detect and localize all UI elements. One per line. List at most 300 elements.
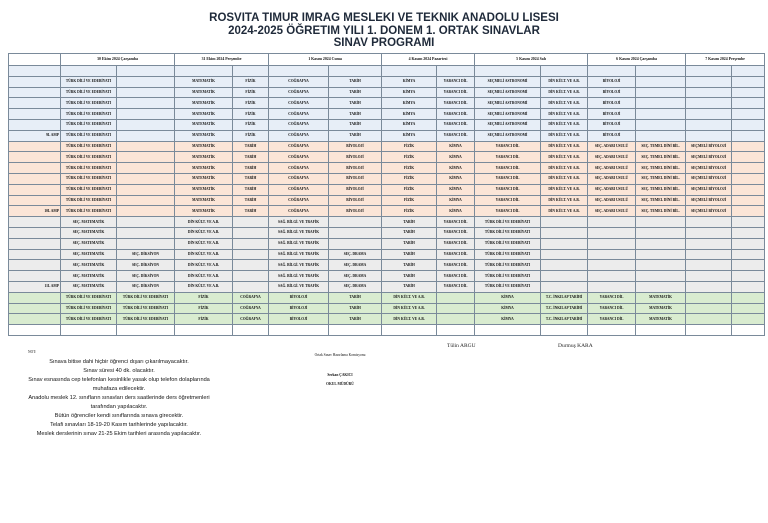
- exam-cell: [382, 66, 437, 77]
- exam-cell: KİMYA: [437, 184, 475, 195]
- exam-cell: [233, 260, 269, 271]
- exam-cell: MATEMATİK: [175, 109, 233, 120]
- class-label-cell: [9, 184, 61, 195]
- exam-cell: COĞRAFYA: [269, 152, 329, 163]
- exam-cell: YABANCI DİL: [437, 109, 475, 120]
- exam-cell: DİN KÜLT. VE A.B.: [541, 141, 588, 152]
- exam-cell: COĞRAFYA: [269, 173, 329, 184]
- exam-cell: MATEMATİK: [636, 303, 686, 314]
- exam-cell: SEÇ. TEMEL DİNİ BİL.: [636, 141, 686, 152]
- exam-cell: [541, 325, 588, 336]
- notes-label: NOT:: [28, 350, 37, 354]
- exam-cell: MATEMATİK: [175, 163, 233, 174]
- exam-cell: [636, 119, 686, 130]
- exam-cell: KİMYA: [475, 292, 541, 303]
- exam-cell: [175, 66, 233, 77]
- exam-cell: YABANCI DİL: [437, 227, 475, 238]
- class-label-cell: [9, 271, 61, 282]
- exam-cell: MATEMATİK: [175, 98, 233, 109]
- exam-cell: TARİH: [382, 217, 437, 228]
- exam-cell: SEÇ. TEMEL DİNİ BİL.: [636, 206, 686, 217]
- exam-cell: YABANCI DİL: [437, 238, 475, 249]
- exam-cell: DİN KÜLT. VE A.B.: [541, 152, 588, 163]
- exam-cell: BİYOLOJİ: [269, 303, 329, 314]
- exam-cell: DİN KÜLT. VE A.B.: [175, 227, 233, 238]
- note-line: Bütün öğrenciler kendi sınıflarında sınava girecektir.: [54, 413, 184, 419]
- exam-cell: [732, 98, 765, 109]
- exam-cell: [732, 87, 765, 98]
- exam-cell: [541, 281, 588, 292]
- class-label-cell: [9, 303, 61, 314]
- table-row: [9, 227, 765, 238]
- exam-cell: [541, 260, 588, 271]
- table-row: [9, 281, 765, 292]
- exam-cell: DİN KÜLT. VE A.B.: [541, 206, 588, 217]
- exam-cell: YABANCI DİL: [475, 163, 541, 174]
- exam-cell: YABANCI DİL: [437, 130, 475, 141]
- exam-cell: SAĞ. BİLGİ. VE TRAFİK: [269, 260, 329, 271]
- exam-cell: [61, 325, 117, 336]
- exam-cell: [686, 98, 732, 109]
- exam-cell: DİN KÜLT. VE A.B.: [175, 217, 233, 228]
- note-line: Meslek derslerinin sınav 21-25 Ekim tarihleri arasında yapılacaktır.: [36, 431, 202, 437]
- exam-cell: SEÇ. MATEMATİK: [61, 227, 117, 238]
- exam-cell: TARİH: [329, 76, 382, 87]
- table-row: [9, 87, 765, 98]
- exam-cell: SEÇMELİ BİYOLOJİ: [686, 173, 732, 184]
- exam-cell: [732, 152, 765, 163]
- exam-cell: [732, 238, 765, 249]
- exam-cell: SEÇ. ADABI USULÜ: [588, 163, 636, 174]
- exam-cell: BİYOLOJİ: [269, 292, 329, 303]
- exam-cell: FİZİK: [382, 184, 437, 195]
- exam-cell: YABANCI DİL: [475, 173, 541, 184]
- class-label-cell: [9, 260, 61, 271]
- exam-cell: DİN KÜLT. VE A.B.: [541, 163, 588, 174]
- exam-cell: DİN KÜLT. VE A.B.: [541, 184, 588, 195]
- exam-cell: TARİH: [233, 163, 269, 174]
- exam-cell: SAĞ. BİLGİ. VE TRAFİK: [269, 238, 329, 249]
- exam-cell: [686, 271, 732, 282]
- exam-cell: SEÇ. TEMEL DİNİ BİL.: [636, 152, 686, 163]
- exam-cell: MATEMATİK: [175, 130, 233, 141]
- exam-cell: TÜRK DİLİ VE EDEBİYATI: [61, 195, 117, 206]
- exam-cell: [732, 195, 765, 206]
- exam-cell: T.C. İNKILAP TARİHİ: [541, 292, 588, 303]
- exam-cell: SEÇ. ADABI USULÜ: [588, 152, 636, 163]
- exam-cell: T.C. İNKILAP TARİHİ: [541, 314, 588, 325]
- exam-cell: [636, 249, 686, 260]
- exam-cell: BİYOLOJİ: [588, 130, 636, 141]
- exam-cell: SEÇ. ADABI USULÜ: [588, 206, 636, 217]
- exam-cell: TARİH: [233, 152, 269, 163]
- class-label-cell: [9, 292, 61, 303]
- exam-cell: [233, 325, 269, 336]
- exam-cell: SEÇMELİ ASTRONOMİ: [475, 87, 541, 98]
- exam-cell: TÜRK DİLİ VE EDEBİYATI: [61, 303, 117, 314]
- exam-cell: MATEMATİK: [175, 87, 233, 98]
- exam-cell: BİYOLOJİ: [329, 173, 382, 184]
- exam-cell: [437, 303, 475, 314]
- exam-cell: BİYOLOJİ: [329, 184, 382, 195]
- exam-cell: FİZİK: [382, 206, 437, 217]
- exam-cell: [117, 184, 175, 195]
- exam-cell: [475, 325, 541, 336]
- exam-cell: [541, 66, 588, 77]
- exam-cell: SEÇ. ADABI USULÜ: [588, 195, 636, 206]
- exam-cell: [732, 325, 765, 336]
- exam-cell: [686, 314, 732, 325]
- table-row: [9, 173, 765, 184]
- exam-cell: FİZİK: [382, 173, 437, 184]
- exam-cell: [117, 119, 175, 130]
- exam-cell: TÜRK DİLİ VE EDEBİYATI: [475, 249, 541, 260]
- exam-cell: [732, 163, 765, 174]
- exam-cell: SAĞ. BİLGİ. VE TRAFİK: [269, 271, 329, 282]
- exam-cell: BİYOLOJİ: [588, 109, 636, 120]
- exam-cell: KİMYA: [437, 141, 475, 152]
- document-header: [0, 12, 768, 50]
- exam-cell: YABANCI DİL: [475, 184, 541, 195]
- day-header: 30 Ekim 2024 Çarşamba: [61, 54, 175, 66]
- exam-cell: [329, 66, 382, 77]
- exam-cell: [437, 292, 475, 303]
- exam-cell: [686, 249, 732, 260]
- exam-cell: [117, 217, 175, 228]
- exam-cell: YABANCI DİL: [588, 314, 636, 325]
- exam-cell: [686, 130, 732, 141]
- exam-cell: TÜRK DİLİ VE EDEBİYATI: [475, 260, 541, 271]
- exam-cell: TÜRK DİLİ VE EDEBİYATI: [61, 314, 117, 325]
- exam-cell: DİN KÜLT. VE A.B.: [541, 87, 588, 98]
- exam-cell: BİYOLOJİ: [329, 206, 382, 217]
- exam-cell: TÜRK DİLİ VE EDEBİYATI: [475, 271, 541, 282]
- class-label-cell: [9, 249, 61, 260]
- class-label-cell: [9, 173, 61, 184]
- exam-cell: [437, 314, 475, 325]
- exam-cell: [588, 260, 636, 271]
- exam-cell: [636, 98, 686, 109]
- signer-right: Durmuş KARA: [558, 343, 593, 349]
- document-title: SINAV PROGRAMI: [333, 37, 435, 49]
- exam-cell: [437, 325, 475, 336]
- exam-cell: DİN KÜLT. VE A.B.: [175, 281, 233, 292]
- exam-cell: [686, 76, 732, 87]
- exam-cell: [686, 87, 732, 98]
- exam-cell: [269, 325, 329, 336]
- exam-cell: MATEMATİK: [175, 152, 233, 163]
- table-row: [9, 195, 765, 206]
- exam-cell: [233, 249, 269, 260]
- exam-cell: TÜRK DİLİ VE EDEBİYATI: [61, 119, 117, 130]
- exam-cell: COĞRAFYA: [269, 119, 329, 130]
- exam-cell: SEÇ. DRAMA: [329, 281, 382, 292]
- exam-cell: SEÇ. DİKSİYON: [117, 281, 175, 292]
- exam-cell: FİZİK: [233, 130, 269, 141]
- exam-cell: [686, 292, 732, 303]
- exam-cell: TÜRK DİLİ VE EDEBİYATI: [61, 98, 117, 109]
- principal-name: Serkan ÇAKICI: [327, 373, 353, 377]
- exam-cell: SEÇ. DİKSİYON: [117, 271, 175, 282]
- exam-cell: KİMYA: [437, 173, 475, 184]
- day-header: 7 Kasım 2024 Perşembe: [686, 54, 765, 66]
- exam-cell: SEÇMELİ ASTRONOMİ: [475, 130, 541, 141]
- exam-cell: TÜRK DİLİ VE EDEBİYATI: [61, 292, 117, 303]
- note-line: Telafi sınavları 18-19-20 Kasım tarihlerinde yapılacaktır.: [50, 422, 188, 428]
- exam-cell: [117, 195, 175, 206]
- exam-cell: [233, 217, 269, 228]
- exam-cell: YABANCI DİL: [475, 152, 541, 163]
- exam-cell: [732, 271, 765, 282]
- exam-cell: MATEMATİK: [636, 292, 686, 303]
- table-row: [9, 260, 765, 271]
- exam-cell: SEÇMELİ BİYOLOJİ: [686, 141, 732, 152]
- exam-cell: COĞRAFYA: [233, 292, 269, 303]
- exam-cell: [732, 281, 765, 292]
- exam-cell: TÜRK DİLİ VE EDEBİYATI: [61, 152, 117, 163]
- exam-cell: [588, 227, 636, 238]
- exam-cell: [686, 260, 732, 271]
- exam-cell: TÜRK DİLİ VE EDEBİYATI: [61, 206, 117, 217]
- exam-cell: YABANCI DİL: [437, 98, 475, 109]
- exam-cell: SEÇMELİ BİYOLOJİ: [686, 152, 732, 163]
- exam-cell: [233, 271, 269, 282]
- exam-cell: [269, 66, 329, 77]
- exam-cell: BİYOLOJİ: [329, 163, 382, 174]
- exam-cell: SEÇ. DİKSİYON: [117, 260, 175, 271]
- exam-cell: SAĞ. BİLGİ. VE TRAFİK: [269, 227, 329, 238]
- exam-cell: COĞRAFYA: [233, 314, 269, 325]
- exam-cell: SEÇ. ADABI USULÜ: [588, 173, 636, 184]
- exam-cell: TÜRK DİLİ VE EDEBİYATI: [61, 141, 117, 152]
- date-header-row: [9, 54, 765, 66]
- exam-cell: FİZİK: [175, 303, 233, 314]
- exam-cell: [437, 66, 475, 77]
- exam-cell: FİZİK: [382, 152, 437, 163]
- exam-cell: DİN KÜLT. VE A.B.: [541, 109, 588, 120]
- exam-cell: [732, 206, 765, 217]
- exam-cell: [117, 152, 175, 163]
- exam-cell: BİYOLOJİ: [329, 152, 382, 163]
- exam-cell: BİYOLOJİ: [329, 195, 382, 206]
- exam-cell: [382, 325, 437, 336]
- exam-cell: MATEMATİK: [636, 314, 686, 325]
- exam-cell: SEÇMELİ ASTRONOMİ: [475, 109, 541, 120]
- exam-cell: [636, 217, 686, 228]
- exam-cell: [732, 292, 765, 303]
- class-label-cell: [9, 163, 61, 174]
- exam-cell: COĞRAFYA: [269, 109, 329, 120]
- exam-cell: TARİH: [329, 109, 382, 120]
- exam-cell: TÜRK DİLİ VE EDEBİYATI: [475, 217, 541, 228]
- exam-cell: COĞRAFYA: [269, 130, 329, 141]
- exam-cell: MATEMATİK: [175, 119, 233, 130]
- exam-cell: [686, 66, 732, 77]
- exam-cell: TÜRK DİLİ VE EDEBİYATI: [475, 281, 541, 292]
- exam-cell: SEÇ. TEMEL DİNİ BİL.: [636, 184, 686, 195]
- class-label-cell: [9, 152, 61, 163]
- exam-cell: SEÇ. DRAMA: [329, 271, 382, 282]
- table-row: [9, 271, 765, 282]
- exam-cell: [61, 66, 117, 77]
- exam-cell: SAĞ. BİLGİ. VE TRAFİK: [269, 249, 329, 260]
- exam-cell: TARİH: [329, 292, 382, 303]
- exam-cell: SEÇ. DRAMA: [329, 260, 382, 271]
- class-label-cell: [9, 66, 61, 77]
- exam-cell: YABANCI DİL: [437, 260, 475, 271]
- class-label-cell: [9, 87, 61, 98]
- exam-cell: COĞRAFYA: [233, 303, 269, 314]
- exam-cell: TARİH: [233, 173, 269, 184]
- exam-cell: [732, 260, 765, 271]
- table-row: [9, 303, 765, 314]
- exam-cell: [636, 227, 686, 238]
- exam-cell: TARİH: [329, 314, 382, 325]
- exam-cell: TARİH: [233, 195, 269, 206]
- table-row: [9, 314, 765, 325]
- exam-cell: [588, 325, 636, 336]
- exam-cell: [329, 238, 382, 249]
- exam-cell: [636, 130, 686, 141]
- exam-cell: YABANCI DİL: [475, 141, 541, 152]
- class-label-cell: [9, 195, 61, 206]
- exam-cell: TÜRK DİLİ VE EDEBİYATI: [61, 163, 117, 174]
- exam-cell: SEÇMELİ ASTRONOMİ: [475, 98, 541, 109]
- exam-cell: BİYOLOJİ: [588, 76, 636, 87]
- exam-cell: [588, 281, 636, 292]
- table-row: [9, 238, 765, 249]
- exam-cell: TÜRK DİLİ VE EDEBİYATI: [117, 303, 175, 314]
- exam-cell: SEÇMELİ BİYOLOJİ: [686, 163, 732, 174]
- exam-cell: TARİH: [382, 281, 437, 292]
- exam-cell: [117, 66, 175, 77]
- table-row: [9, 66, 765, 77]
- table-row: [9, 325, 765, 336]
- exam-cell: SEÇ. ADABI USULÜ: [588, 141, 636, 152]
- exam-cell: FİZİK: [175, 292, 233, 303]
- exam-cell: FİZİK: [382, 163, 437, 174]
- note-line: Anadolu meslek 12. sınıfların sınavları ders saatlerinde ders öğretmenleri: [28, 395, 210, 401]
- exam-cell: KİMYA: [475, 303, 541, 314]
- exam-cell: BİYOLOJİ: [588, 87, 636, 98]
- exam-cell: YABANCI DİL: [588, 292, 636, 303]
- exam-cell: KİMYA: [437, 195, 475, 206]
- exam-cell: [686, 238, 732, 249]
- exam-cell: YABANCI DİL: [475, 206, 541, 217]
- class-label-cell: [9, 325, 61, 336]
- exam-cell: [117, 227, 175, 238]
- table-row: [9, 184, 765, 195]
- class-label-cell: [9, 314, 61, 325]
- exam-cell: [732, 314, 765, 325]
- exam-cell: FİZİK: [233, 109, 269, 120]
- exam-cell: SEÇ. TEMEL DİNİ BİL.: [636, 195, 686, 206]
- table-row: [9, 130, 765, 141]
- exam-cell: SEÇMELİ BİYOLOJİ: [686, 206, 732, 217]
- exam-cell: [588, 66, 636, 77]
- exam-cell: [732, 119, 765, 130]
- exam-cell: SEÇMELİ BİYOLOJİ: [686, 195, 732, 206]
- exam-cell: [175, 325, 233, 336]
- exam-cell: MATEMATİK: [175, 184, 233, 195]
- exam-cell: [732, 227, 765, 238]
- exam-cell: [329, 227, 382, 238]
- class-label-cell: 11L AMP: [9, 281, 61, 292]
- exam-cell: [636, 281, 686, 292]
- exam-cell: YABANCI DİL: [437, 76, 475, 87]
- exam-cell: SEÇ. MATEMATİK: [61, 249, 117, 260]
- exam-cell: [732, 173, 765, 184]
- exam-cell: KİMYA: [382, 87, 437, 98]
- exam-cell: FİZİK: [233, 119, 269, 130]
- day-header: 5 Kasım 2024 Salı: [475, 54, 588, 66]
- exam-cell: TÜRK DİLİ VE EDEBİYATI: [61, 87, 117, 98]
- school-name: ROSVITA TIMUR IMRAG MESLEKI VE TEKNIK ANADOLU LISESI: [209, 12, 559, 24]
- exam-cell: [732, 303, 765, 314]
- exam-cell: [636, 109, 686, 120]
- exam-cell: DİN KÜLT. VE A.B.: [382, 303, 437, 314]
- exam-cell: DİN KÜLT. VE A.B.: [541, 98, 588, 109]
- exam-cell: SEÇ. MATEMATİK: [61, 271, 117, 282]
- table-row: [9, 249, 765, 260]
- exam-cell: [541, 227, 588, 238]
- exam-cell: TÜRK DİLİ VE EDEBİYATI: [61, 109, 117, 120]
- exam-cell: [117, 206, 175, 217]
- exam-cell: TARİH: [329, 130, 382, 141]
- exam-cell: [732, 249, 765, 260]
- exam-cell: BİYOLOJİ: [269, 314, 329, 325]
- exam-cell: MATEMATİK: [175, 173, 233, 184]
- table-row: [9, 119, 765, 130]
- exam-cell: SEÇ. DİKSİYON: [117, 249, 175, 260]
- exam-cell: COĞRAFYA: [269, 206, 329, 217]
- exam-cell: KİMYA: [382, 130, 437, 141]
- table-row: [9, 98, 765, 109]
- exam-cell: TARİH: [382, 260, 437, 271]
- exam-schedule-table: [8, 53, 765, 336]
- exam-cell: COĞRAFYA: [269, 98, 329, 109]
- day-header: 6 Kasım 2024 Çarşamba: [588, 54, 686, 66]
- exam-cell: SEÇ. DRAMA: [329, 249, 382, 260]
- exam-cell: MATEMATİK: [175, 195, 233, 206]
- exam-cell: KİMYA: [437, 163, 475, 174]
- exam-cell: MATEMATİK: [175, 141, 233, 152]
- exam-cell: DİN KÜLT. VE A.B.: [175, 271, 233, 282]
- exam-cell: [732, 76, 765, 87]
- exam-cell: [732, 217, 765, 228]
- exam-cell: SEÇ. MATEMATİK: [61, 238, 117, 249]
- exam-cell: [732, 109, 765, 120]
- exam-cell: [636, 66, 686, 77]
- table-row: [9, 141, 765, 152]
- note-line: muhafaza edilecektir.: [92, 386, 146, 392]
- note-line: Sınav süresi 40 dk. olacaktır.: [83, 368, 155, 374]
- table-row: [9, 76, 765, 87]
- exam-cell: YABANCI DİL: [437, 217, 475, 228]
- exam-cell: COĞRAFYA: [269, 141, 329, 152]
- note-line: Sınav esnasında cep telefonları kesinlikle yasak olup telefon dolaplarında: [28, 377, 210, 383]
- exam-cell: [541, 249, 588, 260]
- corner-cell: [9, 54, 61, 66]
- exam-cell: KİMYA: [382, 98, 437, 109]
- exam-cell: YABANCI DİL: [437, 87, 475, 98]
- note-line: Sınava bitise dahi hiçbir öğrenci dışarı çıkarılmayacaktır.: [49, 359, 189, 365]
- exam-cell: FİZİK: [382, 195, 437, 206]
- exam-cell: FİZİK: [233, 87, 269, 98]
- class-label-cell: [9, 141, 61, 152]
- exam-cell: SEÇ. TEMEL DİNİ BİL.: [636, 173, 686, 184]
- exam-cell: TARİH: [329, 87, 382, 98]
